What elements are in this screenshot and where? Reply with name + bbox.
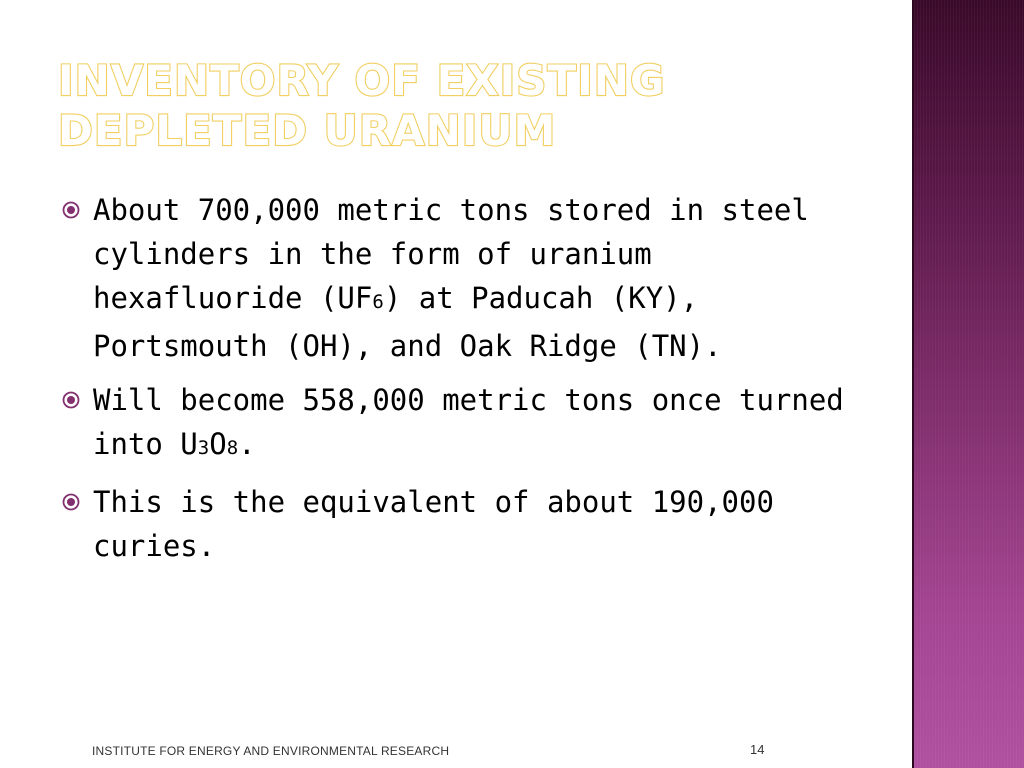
- bullet-text-continued: ) at Paducah (KY), Portsmouth (OH), and Oak Ridge (TN).: [93, 281, 722, 363]
- bullet-item: [62, 188, 862, 368]
- bullet-text: Will become 558,000 metric tons once turned into U: [93, 383, 844, 461]
- bullet-list: [62, 188, 862, 578]
- subscript-3: 3: [197, 437, 210, 459]
- circle-bullet-icon: [62, 201, 80, 219]
- subscript-6: 6: [372, 291, 384, 313]
- circle-bullet-icon: [62, 391, 80, 409]
- bullet-text-continued: O: [209, 427, 227, 461]
- slide-title: INVENTORY OF EXISTING DEPLETED URANIUM: [58, 56, 666, 155]
- subscript-8: 8: [226, 437, 239, 459]
- bullet-text: About 700,000 metric tons stored in steel cylinders in the form of uranium hexafluoride (UF: [93, 193, 809, 315]
- footer-organization: INSTITUTE FOR ENERGY AND ENVIRONMENTAL RESEARCH: [92, 744, 450, 758]
- circle-bullet-icon: [62, 493, 80, 511]
- bullet-item: [62, 378, 862, 470]
- decorative-side-panel: [912, 0, 1024, 768]
- bullet-text: This is the equivalent of about 190,000 curies.: [93, 485, 774, 563]
- bullet-item: [62, 480, 862, 568]
- bullet-text-end: .: [238, 427, 256, 461]
- page-number: 14: [750, 742, 765, 757]
